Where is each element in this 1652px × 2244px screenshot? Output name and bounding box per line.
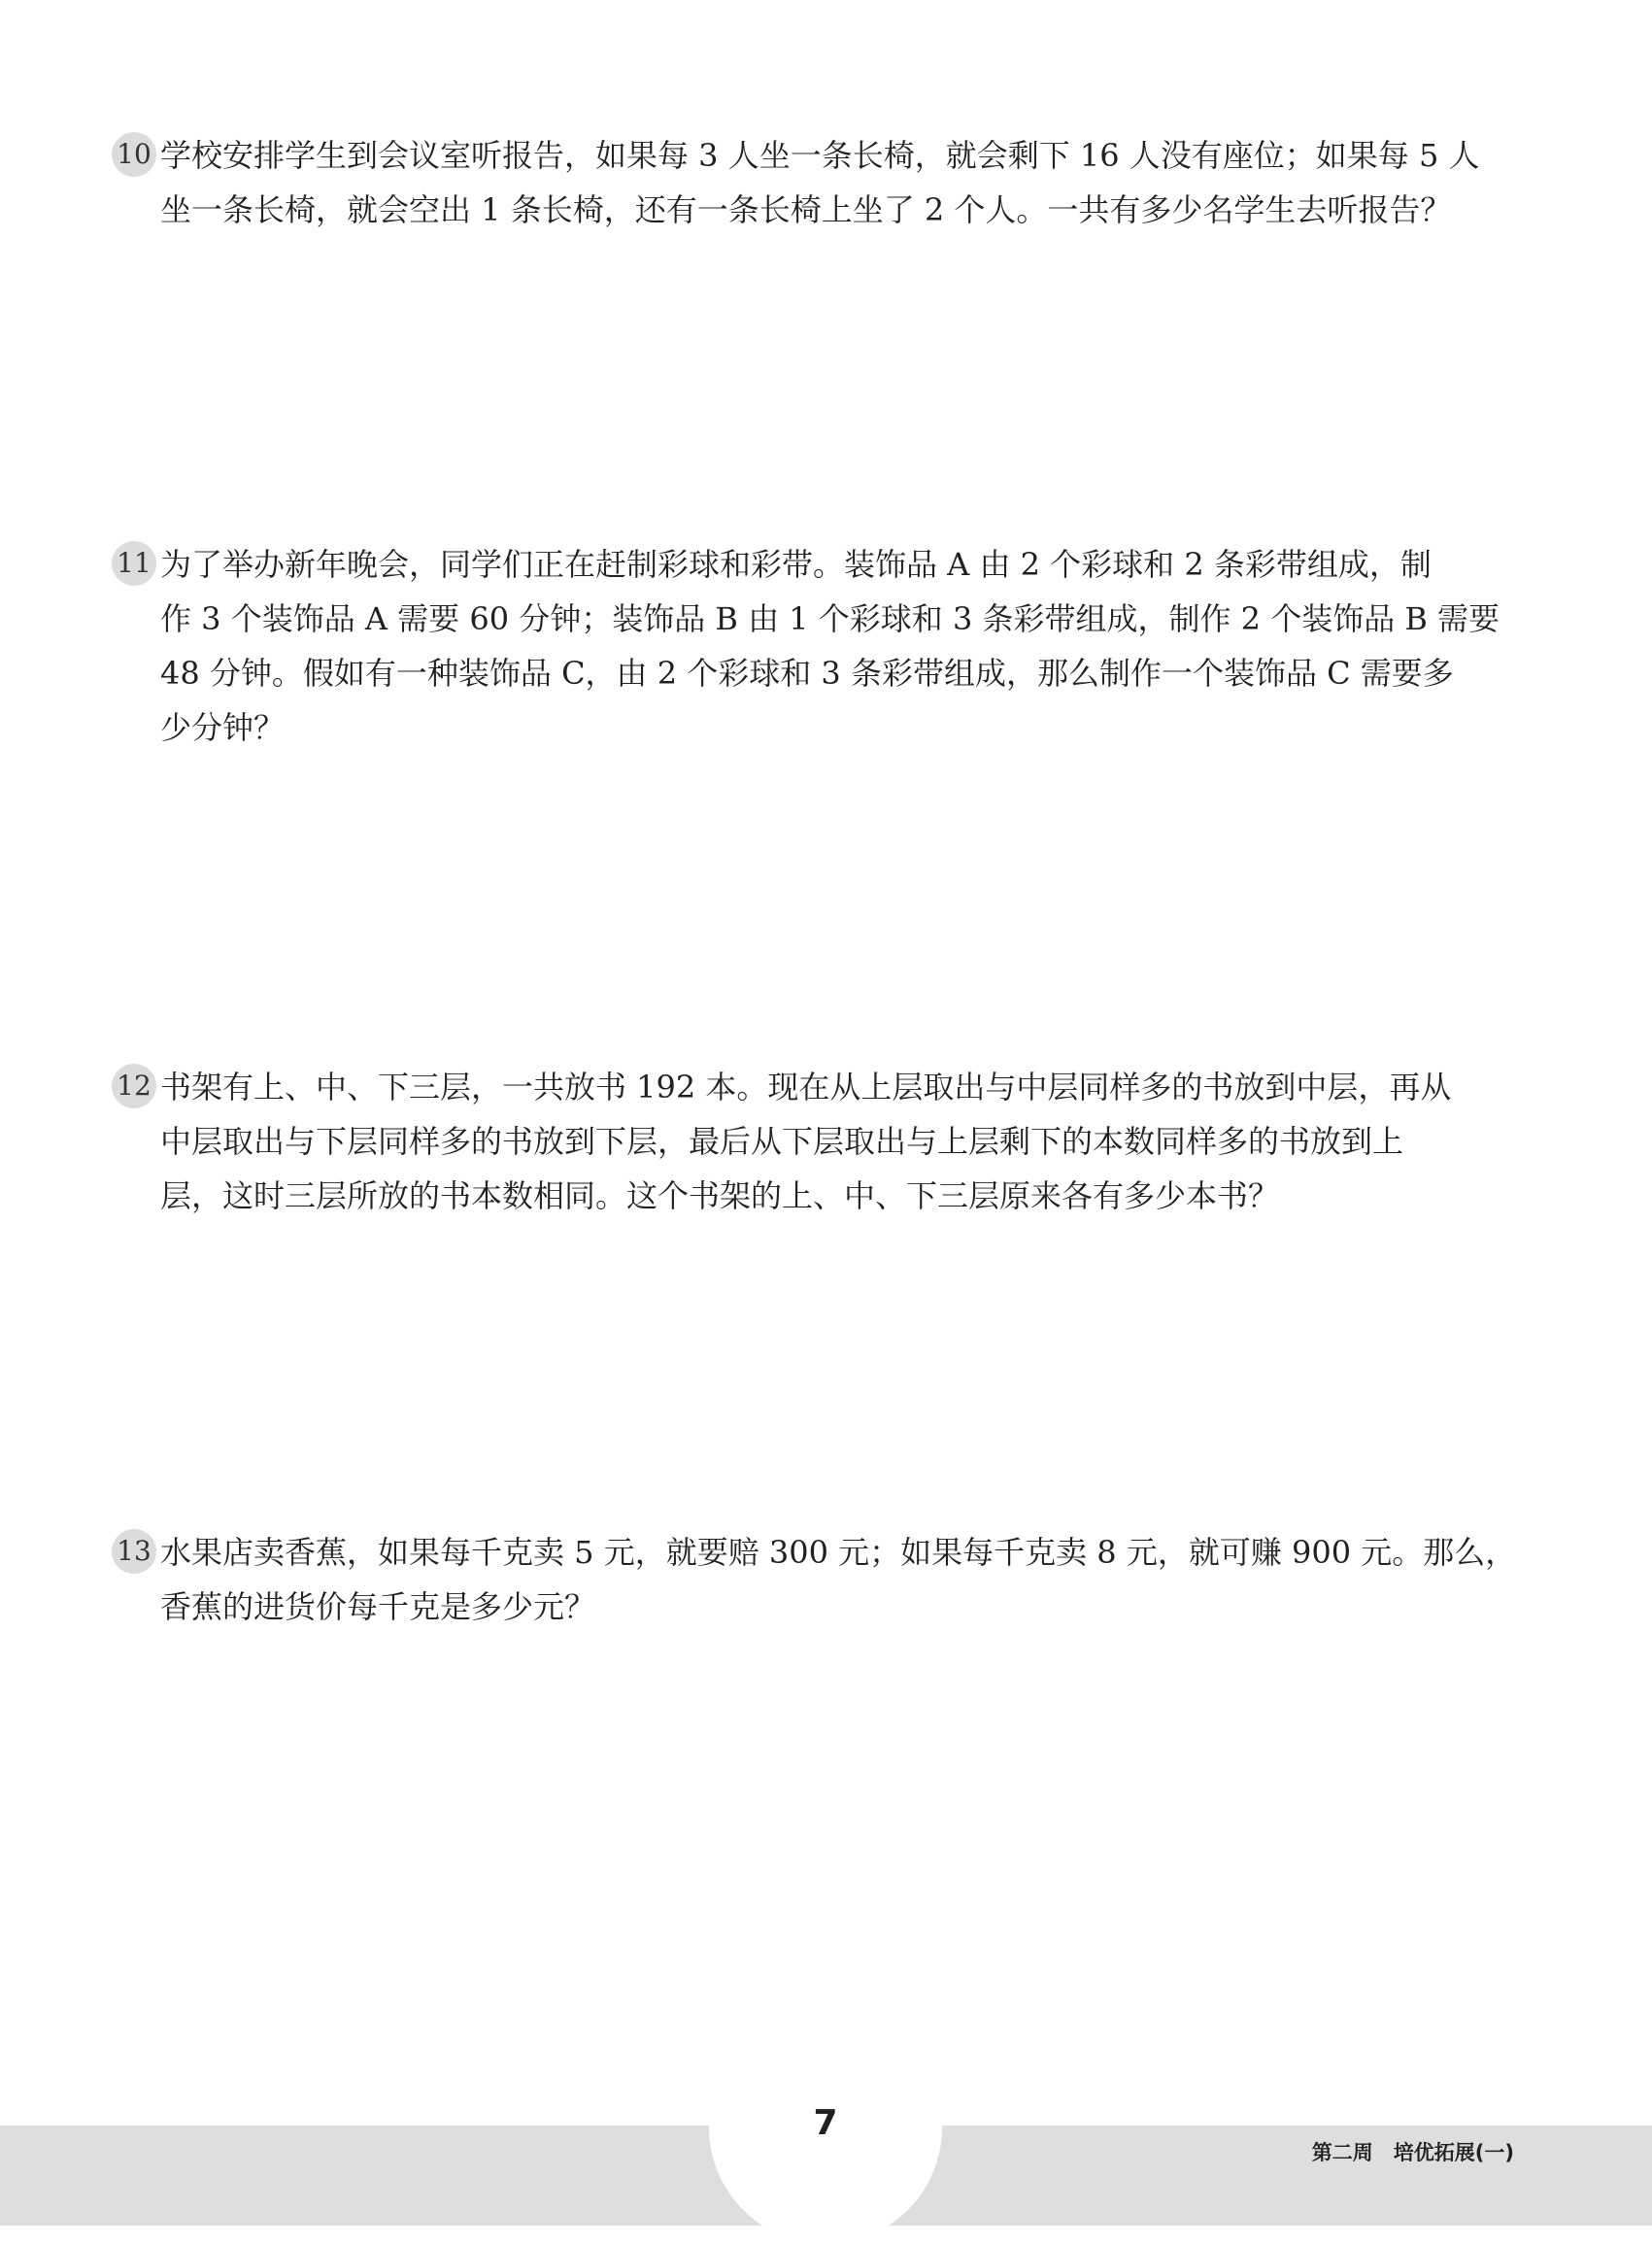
- problem-text-line: 坐一条长椅，就会空出 1 条长椅，还有一条长椅上坐了 2 个人。一共有多少名学生去听报告？: [160, 191, 1452, 228]
- problem-number-badge: 12: [112, 1064, 156, 1108]
- problem-text-line: 为了举办新年晚会，同学们正在赶制彩球和彩带。装饰品 A 由 2 个彩球和 2 条彩带组成，制: [160, 546, 1432, 583]
- page-number: 7: [813, 2103, 838, 2143]
- problem-number-badge: 10: [112, 132, 156, 177]
- footer-section-label: 第二周 培优拓展(一): [1311, 2141, 1514, 2164]
- problem-text-line: 中层取出与下层同样多的书放到下层，最后从下层取出与上层剩下的本数同样多的书放到上: [160, 1123, 1404, 1160]
- problem-text-line: 少分钟？: [160, 709, 286, 746]
- problem-text-line: 作 3 个装饰品 A 需要 60 分钟；装饰品 B 由 1 个彩球和 3 条彩带组成，制作 2 个装饰品 B 需要: [160, 600, 1500, 637]
- problem-text-line: 书架有上、中、下三层，一共放书 192 本。现在从上层取出与中层同样多的书放到中层，再从: [160, 1069, 1452, 1105]
- problem-number-badge: 11: [112, 541, 156, 586]
- problem-text-line: 香蕉的进货价每千克是多少元？: [160, 1588, 596, 1625]
- problem-number-badge: 13: [112, 1529, 156, 1574]
- problem-text-line: 水果店卖香蕉，如果每千克卖 5 元，就要赔 300 元；如果每千克卖 8 元，就可赚 900 元。那么，: [160, 1534, 1517, 1571]
- problem-text-line: 层，这时三层所放的书本数相同。这个书架的上、中、下三层原来各有多少本书？: [160, 1177, 1280, 1214]
- problem-text-line: 48 分钟。假如有一种装饰品 C，由 2 个彩球和 3 条彩带组成，那么制作一个装饰品 C 需要多: [160, 655, 1454, 692]
- problem-text-line: 学校安排学生到会议室听报告，如果每 3 人坐一条长椅，就会剩下 16 人没有座位；如果每 5 人: [160, 137, 1480, 174]
